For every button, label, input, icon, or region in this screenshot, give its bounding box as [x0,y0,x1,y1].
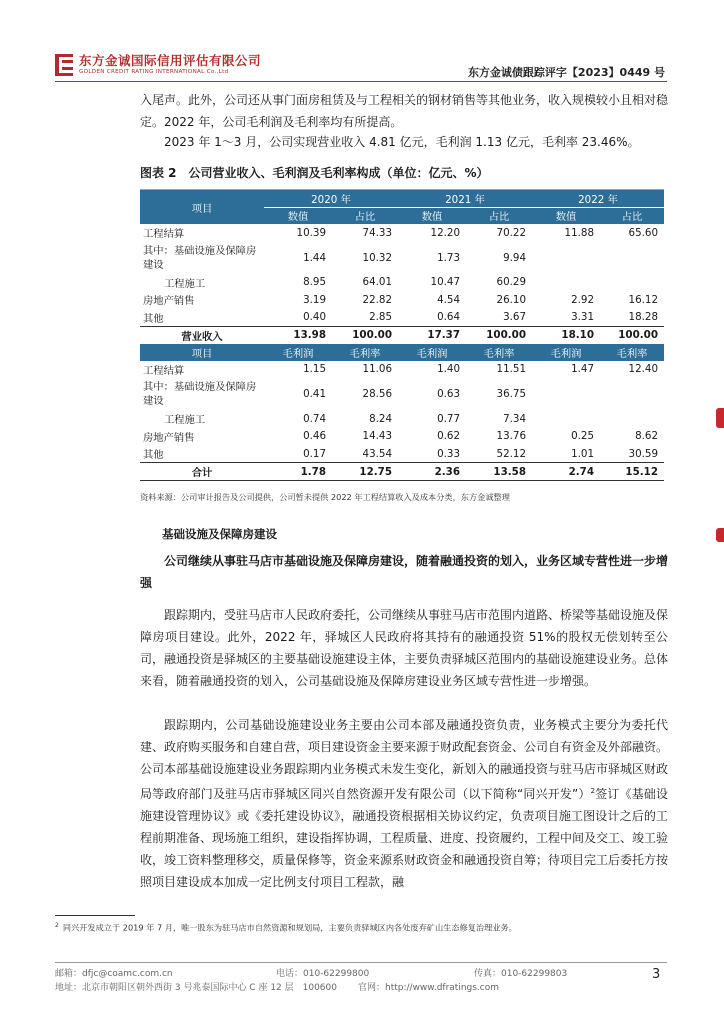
table-row [140,274,664,292]
table-cell: 52.12 [496,447,526,460]
header-sub: 毛利润 [398,344,466,361]
row-label: 工程结算 [143,364,185,377]
footer-divider [55,962,667,963]
table-cell: 14.43 [362,430,392,443]
table-cell: 0.41 [303,388,326,400]
header-sub: 占比 [600,207,664,224]
paragraph-intro: 入尾声。此外，公司还从事门面房租赁及与工程相关的钢材销售等其他业务，收入规模较小且相对稳定。2022 年，公司毛利润及毛利率均有所提高。 [140,93,669,129]
table-cell: 26.10 [496,293,526,306]
table-cell: 10.47 [430,276,460,289]
figure-title: 图表 2 公司营业收入、毛利润及毛利率构成（单位：亿元、%） [140,166,489,180]
row-label: 其他 [143,449,164,461]
table-cell [532,274,600,292]
table-cell: 11.88 [564,226,594,239]
table-cell: 13.76 [496,430,526,443]
header-year: 2021 年 [398,190,532,207]
header-sub: 毛利润 [532,344,600,361]
table-total-row [140,463,664,481]
table-cell: 0.17 [303,447,326,460]
row-label: 工程施工 [164,277,206,290]
header-year: 2022 年 [532,190,664,207]
company-name: 东方金诚国际信用评估有限公司 [79,53,262,68]
table-cell: 18.10 [532,326,600,344]
paragraph-q1-summary: 2023 年 1～3 月，公司实现营业收入 4.81 亿元，毛利润 1.13 亿元，毛利率 23.46%。 [164,135,640,149]
table-row [140,309,664,327]
table-cell: 12.20 [430,226,460,239]
row-label: 工程结算 [143,228,185,241]
footer-email: 邮箱：dfjc@coamc.com.cn [55,969,173,979]
row-label: 房地产销售 [143,295,195,308]
table-cell: 7.34 [503,412,526,425]
table-cell: 15.12 [600,463,664,481]
table-cell: 43.54 [362,447,392,460]
table-cell: 0.46 [303,430,326,443]
table-cell: 100.00 [332,326,398,344]
company-logo [55,54,261,76]
paragraph-section-1: 跟踪期内，受驻马店市人民政府委托，公司继续从事驻马店市范围内道路、桥梁等基础设施及保障房项目建设。此外，2022 年，驿城区人民政府将其持有的融通投资 51%的股权无偿划转至公司，融通投资是驿城区的主要基础设施建设主体，主要负责驿城区范围内的基础设施建设业务。总体来看，随着融通投资的划入，公司基础设施及保障房建设业务区域专营性进一步增强。 [140,608,669,688]
table-cell: 1.78 [264,463,332,481]
table-row [140,378,664,410]
header-sub: 数值 [264,207,332,224]
table-cell: 0.25 [571,430,594,443]
footer-website: 官网：http://www.dfratings.com [358,983,500,993]
revenue-rows [140,224,664,344]
table-cell: 74.33 [362,226,392,239]
table-total-row [140,326,664,344]
table-row [140,291,664,309]
table-cell: 10.32 [362,251,392,264]
table-cell: 18.28 [628,311,658,323]
table-cell: 16.12 [628,293,658,306]
footer-phone: 电话：010-62299800 [276,969,370,979]
table-row [140,361,664,379]
row-label: 其他 [143,312,164,325]
header-sub: 占比 [332,207,398,224]
footer-fax: 传真：010-62299803 [474,969,568,979]
header-sub: 毛利润 [264,344,332,361]
footnote [55,922,517,934]
paragraph-section-2a: 跟踪期内，公司基础设施建设业务主要由公司本部及融通投资负责，业务模式主要分为委托代建、政府购买服务和自建自营，项目建设资金主要来源于财政配套资金、公司自有资金及外部融资。公司本部基础设施建设业务跟踪期内业务模式未发生变化，新划入的融通投资与驻马店市驿城区财政局等政府部门及驻马店市驿城区同兴自然资源开发有限公司（以下简称“同兴开发”） [140,718,669,801]
table-cell: 8.95 [303,276,326,289]
table-cell [600,378,664,410]
table-cell: 0.64 [437,311,460,323]
table-cell: 12.40 [628,363,658,376]
table-cell: 1.40 [437,363,460,376]
table-cell: 3.19 [303,293,326,306]
table-cell: 3.31 [571,311,594,323]
table-cell [532,378,600,410]
report-id: 东方金诚债跟踪评字【2023】0449 号 [467,66,665,79]
table-row [140,428,664,446]
table-cell: 0.77 [437,412,460,425]
table-cell: 70.22 [496,226,526,239]
table-cell: 2.74 [532,463,600,481]
table-cell [532,242,600,274]
table-cell: 100.00 [466,326,532,344]
table-cell: 13.98 [264,326,332,344]
table-header-years [140,190,664,207]
table-cell: 9.94 [503,251,526,264]
table-cell: 1.47 [571,363,594,376]
header-sub: 毛利率 [466,344,532,361]
revenue-profit-table [140,189,664,481]
row-label: 其中：基础设施及保障房建设 [143,381,257,407]
table-cell [600,274,664,292]
footnote-ref: 2 [590,787,596,795]
row-label: 工程施工 [164,414,206,427]
table-cell: 60.29 [496,276,526,289]
table-cell: 3.67 [503,311,526,323]
table-cell: 2.85 [369,311,392,323]
table-cell: 22.82 [362,293,392,306]
table-cell: 2.36 [398,463,466,481]
table-cell: 0.74 [303,412,326,425]
page-number: 3 [652,967,661,982]
table-cell: 100.00 [600,326,664,344]
row-label: 营业收入 [140,326,264,344]
table-cell: 13.58 [466,463,532,481]
header-sub: 数值 [532,207,600,224]
header-sub: 数值 [398,207,466,224]
table-cell: 65.60 [628,226,658,239]
table-cell [600,242,664,274]
header-item: 项目 [140,190,264,224]
edge-mark [716,528,724,542]
footnote-text: 同兴开发成立于 2019 年 7 月，唯一股东为驻马店市自然资源和规划局，主要负责驿城区内各处废弃矿山生态修复治理业务。 [62,922,517,933]
table-cell: 1.44 [303,251,326,264]
table-cell: 12.75 [332,463,398,481]
table-cell: 0.62 [437,430,460,443]
footer-address: 地址：北京市朝阳区朝外西街 3 号兆泰国际中心 C 座 12 层 100600 [55,983,337,993]
table-cell [532,410,600,428]
table-cell: 10.39 [296,226,326,239]
header-sub: 毛利率 [332,344,398,361]
profit-rows [140,361,664,481]
table-cell: 8.24 [369,412,392,425]
table-cell: 11.51 [496,363,526,376]
header-item: 项目 [140,344,264,361]
table-cell: 0.33 [437,447,460,460]
table-cell: 8.62 [635,430,658,443]
section-title: 基础设施及保障房建设 [162,527,277,541]
section-lead: 公司继续从事驻马店市基础设施及保障房建设，随着融通投资的划入，业务区域专营性进一步增强 [140,554,669,590]
table-header-profit [140,344,664,361]
table-row [140,445,664,463]
table-cell: 0.63 [437,388,460,400]
table-cell: 11.06 [362,363,392,376]
page-header [55,52,667,82]
table-cell [600,410,664,428]
table-row [140,224,664,242]
table-row [140,410,664,428]
table-cell: 1.01 [571,447,594,460]
header-sub: 毛利率 [600,344,664,361]
row-label: 房地产销售 [143,431,195,444]
table-cell: 30.59 [628,447,658,460]
table-cell: 2.92 [571,293,594,306]
table-cell: 64.01 [362,276,392,289]
table-cell: 1.15 [303,363,326,376]
table-cell: 1.73 [437,251,460,264]
company-logo-icon [55,54,75,76]
table-cell: 0.40 [303,311,326,323]
footnote-divider [55,915,135,916]
header-sub: 占比 [466,207,532,224]
table-source: 资料来源：公司审计报告及公司提供，公司暂未提供 2022 年工程结算收入及成本分类，东方金诚整理 [140,492,510,502]
row-label: 其中：基础设施及保障房建设 [143,244,257,271]
table-cell: 17.37 [398,326,466,344]
table-cell: 28.56 [362,388,392,400]
footnote-marker: 2 [55,922,59,929]
header-year: 2020 年 [264,190,398,207]
company-name-en: GOLDEN CREDIT RATING INTERNATIONAL Co.,Ltd [79,69,229,75]
paragraph-section-2 [140,714,668,893]
row-label: 合计 [140,463,264,481]
table-cell: 4.54 [437,293,460,306]
table-row [140,242,664,274]
paragraph-section-2b: 签订《基础设施建设管理协议》或《委托建设协议》，融通投资根据相关协议约定，负责项目施工图设计之后的工程前期准备、现场施工组织，建设指挥协调，工程质量、进度、投资履约，工程中间及交工、竣工验收，竣工资料整理移交，质量保修等，资金来源系财政资金和融通投资自筹；待项目完工后委托方按照项目建设成本加成一定比例支付项目工程款，融 [140,787,669,889]
table-cell: 36.75 [496,388,526,400]
edge-mark [716,408,724,428]
